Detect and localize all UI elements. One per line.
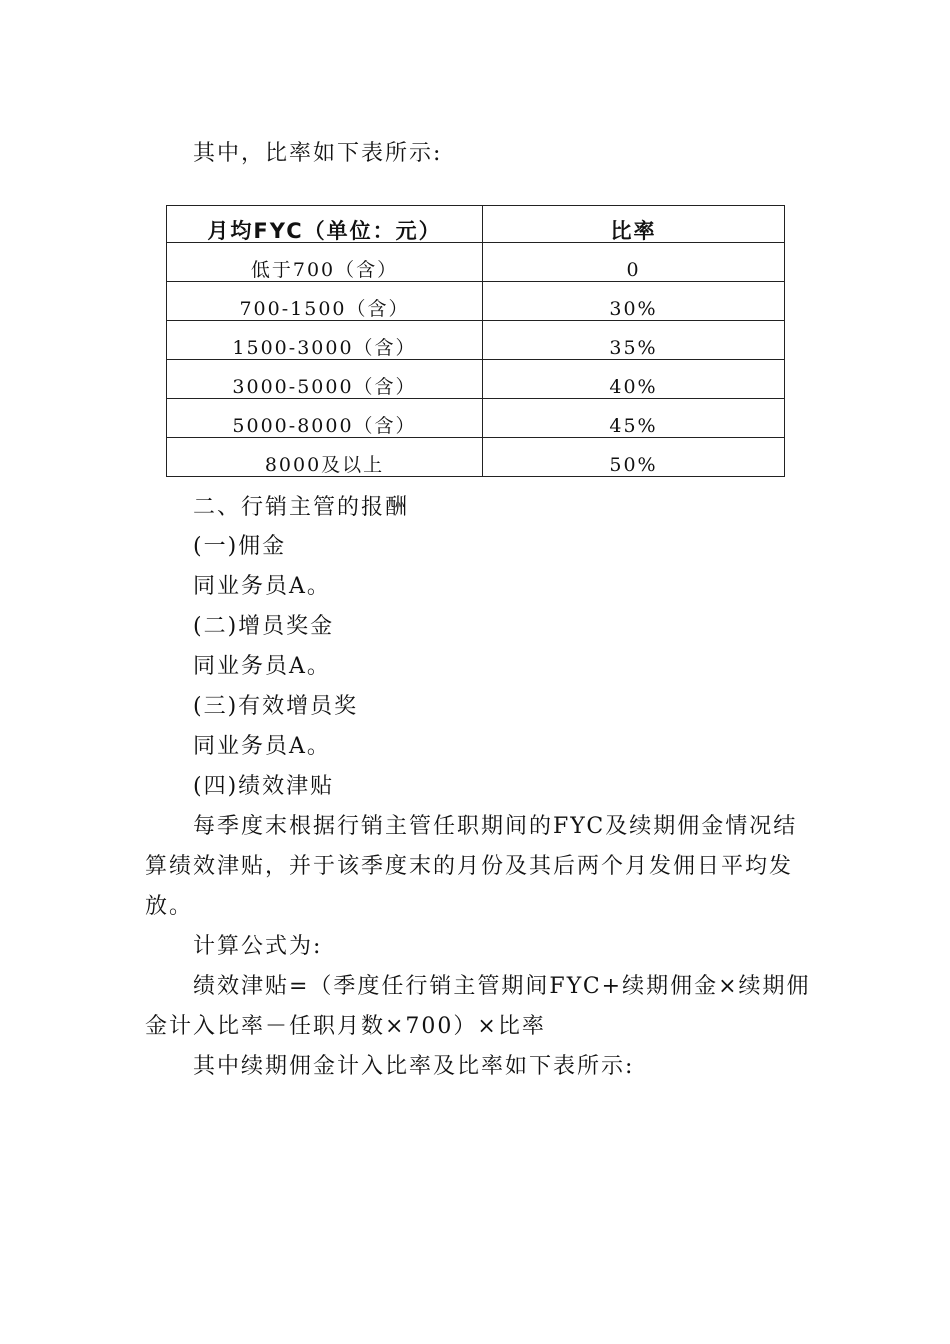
- table-row: [167, 438, 785, 477]
- rate-cell: 0: [483, 243, 785, 282]
- table-row: [167, 282, 785, 321]
- paragraph-line: 计算公式为:: [193, 934, 323, 959]
- subsection-heading: (一)佣金: [193, 534, 287, 559]
- fyc-range-cell: 1500-3000（含）: [167, 321, 483, 360]
- table-row: [167, 360, 785, 399]
- fyc-range-cell: 低于700（含）: [167, 243, 483, 282]
- subsection-heading: (三)有效增员奖: [193, 694, 359, 719]
- header-monthly-fyc: 月均FYC（单位：元）: [167, 206, 483, 243]
- section-heading: 二、行销主管的报酬: [193, 495, 410, 520]
- formula-line: 金计入比率－任职月数×700）×比率: [145, 1014, 546, 1039]
- table-header-row: [167, 206, 785, 243]
- paragraph-line: 同业务员A。: [193, 654, 331, 679]
- table-row: [167, 399, 785, 438]
- paragraph-line: 算绩效津贴，并于该季度末的月份及其后两个月发佣日平均发: [145, 854, 794, 879]
- intro-text: 其中，比率如下表所示:: [193, 141, 443, 166]
- rate-cell: 35%: [483, 321, 785, 360]
- paragraph-line: 同业务员A。: [193, 734, 331, 759]
- fyc-range-cell: 8000及以上: [167, 438, 483, 477]
- rate-cell: 45%: [483, 399, 785, 438]
- formula-line: 绩效津贴=（季度任行销主管期间FYC+续期佣金×续期佣: [193, 974, 811, 999]
- rate-cell: 30%: [483, 282, 785, 321]
- paragraph-line: 放。: [145, 894, 194, 919]
- rate-cell: 40%: [483, 360, 785, 399]
- fyc-range-cell: 700-1500（含）: [167, 282, 483, 321]
- table-row: [167, 243, 785, 282]
- subsection-heading: (四)绩效津贴: [193, 774, 335, 799]
- rate-table: [166, 205, 785, 477]
- subsection-heading: (二)增员奖金: [193, 614, 335, 639]
- fyc-range-cell: 5000-8000（含）: [167, 399, 483, 438]
- table-row: [167, 321, 785, 360]
- header-rate: 比率: [483, 206, 785, 243]
- fyc-range-cell: 3000-5000（含）: [167, 360, 483, 399]
- paragraph-line: 其中续期佣金计入比率及比率如下表所示:: [193, 1054, 635, 1079]
- paragraph-line: 同业务员A。: [193, 574, 331, 599]
- paragraph-line: 每季度末根据行销主管任职期间的FYC及续期佣金情况结: [193, 814, 798, 839]
- rate-cell: 50%: [483, 438, 785, 477]
